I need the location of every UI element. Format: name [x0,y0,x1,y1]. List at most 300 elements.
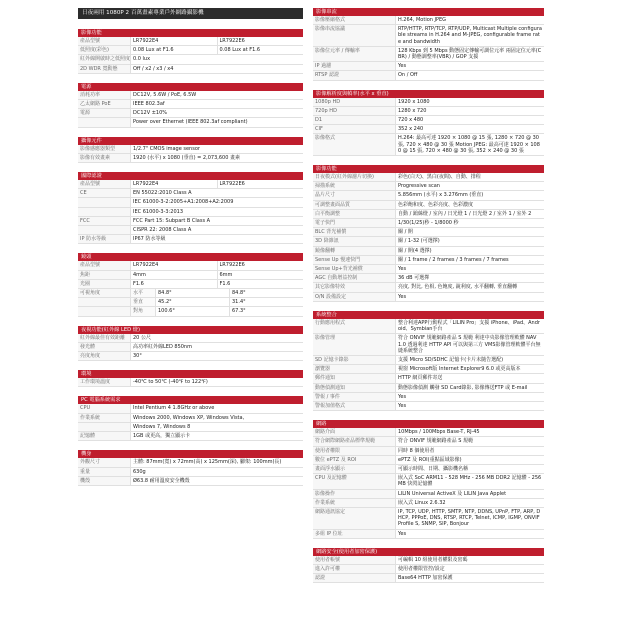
spec-label: 影像感應器類型 [78,145,130,153]
section-header: 機身 [78,450,303,458]
spec-label: BLC 背光補償 [313,228,395,236]
section-header: 影像功能 [78,29,303,37]
spec-row [313,565,544,574]
page-title: 日夜兩用 1080P 2 百萬畫素專業戶外網路攝影機 [78,8,303,19]
spec-section [78,396,303,441]
spec-label: 2D WDR 寬動態 [78,65,130,73]
spec-row [78,226,303,235]
spec-value: 1GB 或更高，獨立顯示卡 [130,432,303,440]
spec-row [313,16,544,25]
spec-row [313,428,544,437]
spec-value: 1/2.7" CMOS image sensor [130,145,303,153]
spec-values [130,280,303,288]
spec-label: 消耗功率 [78,91,130,99]
spec-values [395,247,544,255]
section-header: 夜視功能(紅外線 LED 燈) [78,326,303,334]
spec-row [78,289,303,298]
spec-row [313,574,544,583]
spec-values [395,201,544,209]
spec-value: 1280 x 720 [395,107,544,115]
spec-sublabel: 水平 [130,289,155,297]
spec-label: 認證 [313,574,395,582]
spec-label: 掃描系統 [313,182,395,190]
spec-label: 產品型號 [78,180,130,188]
spec-label: 影像壓縮格式 [313,16,395,24]
spec-label [78,208,130,216]
section-header: 影像解析度與幀率(水平 x 垂直) [313,90,544,98]
spec-values [130,235,303,243]
spec-values [395,16,544,24]
spec-values [130,378,303,386]
spec-value: LR7922E4 [130,180,217,188]
spec-row [78,180,303,189]
spec-label: 進入許可權 [313,565,395,573]
spec-label: IP 防水等級 [78,235,130,243]
spec-label: 鏡像翻轉 [313,247,395,255]
spec-row [78,307,303,316]
spec-label: Sense Up+背光補償 [313,265,395,273]
section-header: PC 電腦系統需求 [78,396,303,404]
spec-label [78,118,130,126]
spec-value: 84.8° [155,289,229,297]
spec-values [395,530,544,538]
spec-values [130,226,303,234]
spec-values [395,293,544,301]
spec-value: 30° [130,352,303,360]
spec-values [395,456,544,464]
spec-value: Off / x2 / x3 / x4 [130,65,303,73]
spec-value: Yes [395,62,544,70]
spec-row [78,423,303,432]
section-header: 國際認證 [78,172,303,180]
spec-row [78,235,303,244]
spec-row [313,256,544,265]
spec-label: 作業系統 [78,414,130,422]
spec-values [130,352,303,360]
spec-label: 低照度(彩色) [78,46,130,54]
spec-label: 日夜模式(紅外線濾片切換) [313,173,395,181]
spec-label: 可調整畫面品質 [313,201,395,209]
spec-label: 產品型號 [78,37,130,45]
spec-value: Ø63.8 耐用溫度安全機殼 [130,477,303,485]
spec-value: 352 x 240 [395,125,544,133]
spec-label: 動態偵測通知 [313,384,395,392]
spec-value: Progressive scan [395,182,544,190]
spec-value: F1.6 [217,280,304,288]
spec-row [313,530,544,539]
spec-value: CISPR 22: 2008 Class A [130,226,303,234]
spec-values [130,198,303,206]
spec-values [395,274,544,282]
spec-row [313,107,544,116]
spec-label: 電子快門 [313,219,395,227]
spec-values [130,91,303,99]
spec-row [78,208,303,217]
spec-value: 視窗 Microsoft版 Internet Explorer9 6.0 或更高版本 [395,365,544,373]
spec-row [78,468,303,477]
spec-value: 關 / 開 [395,228,544,236]
spec-row [78,298,303,307]
spec-values [130,208,303,216]
spec-value: 嵌入式 Linux 2.6.32 [395,499,544,507]
spec-row [313,474,544,489]
spec-values [130,458,303,466]
spec-value: LILIN Universal ActiveX 及 LILIN Java Applet [395,490,544,498]
spec-values [395,191,544,199]
spec-row [78,91,303,100]
spec-value: Windows 7, Windows 8 [130,423,303,431]
spec-row [78,378,303,387]
spec-values [395,237,544,245]
spec-value: Yes [395,393,544,401]
spec-value: IEC 61000-3-2:2005+A1:2008+A2:2009 [130,198,303,206]
right-column [313,8,544,592]
spec-row [313,456,544,465]
spec-row [78,432,303,441]
spec-row [78,458,303,467]
spec-value: 20 公尺 [130,334,303,342]
spec-value: 彩色(白天)、黑白(夜間)、自動、排程 [395,173,544,181]
spec-row [313,356,544,365]
spec-row [313,182,544,191]
spec-row [78,46,303,55]
spec-values [130,55,303,63]
spec-label: 電源 [78,109,130,117]
spec-row [313,402,544,411]
spec-label [78,298,130,306]
spec-values [395,365,544,373]
spec-row [313,116,544,125]
spec-values [130,477,303,485]
spec-label: 可視角度 [78,289,130,297]
spec-value: 自動 / 鎢絲燈 / 室內 / 日光燈 1 / 日光燈 2 / 室外 1 / 室外 2 [395,210,544,218]
spec-values [130,343,303,351]
spec-row [313,465,544,474]
spec-label [78,307,130,315]
spec-label: 產品型號 [78,261,130,269]
section-header: 電源 [78,83,303,91]
spec-value: RTP/HTTP, RTP/TCP, RTP/UDP, Multicast Multiple configurable streams in H.264 and M-JPEG, configurable frame rate and bandwidth [395,25,544,46]
spec-label: 重量 [78,468,130,476]
spec-label: AGC 自動增益控制 [313,274,395,282]
spec-value: Yes [395,293,544,301]
spec-value: Windows 2000, Windows XP, Windows Vista, [130,414,303,422]
spec-row [78,55,303,64]
spec-row [313,265,544,274]
spec-label: 數位 ePTZ 及 ROI [313,456,395,464]
spec-values [395,393,544,401]
spec-value: 0.0 lux [130,55,303,63]
spec-values [130,423,303,431]
spec-row [313,98,544,107]
spec-row [313,384,544,393]
spec-values [395,384,544,392]
spec-value: 支援 Micro SD/SDHC 記憶卡(卡片未隨告選配) [395,356,544,364]
spec-row [313,210,544,219]
spec-value: IEC 61000-3-3:2013 [130,208,303,216]
spec-value: Intel Pentium 4 1.8GHz or above [130,404,303,412]
spec-values [395,574,544,582]
spec-section [78,450,303,486]
spec-label: 影像操作 [313,490,395,498]
spec-values [130,100,303,108]
spec-value: 關 / 開(4 選擇) [395,247,544,255]
spec-section [313,165,544,302]
spec-row [78,343,303,352]
spec-values [130,189,303,197]
spec-values [395,98,544,106]
spec-values [130,432,303,440]
spec-values [395,62,544,70]
spec-label: 機殼 [78,477,130,485]
spec-value: LR7922E6 [217,37,304,45]
spec-label: 網路介面 [313,428,395,436]
spec-value: 高功率紅外線LED 850nm [130,343,303,351]
spec-section [78,326,303,362]
spec-row [78,280,303,289]
section-header: 網路安全(使用者加密保護) [313,548,544,556]
spec-label: 記憶體 [78,432,130,440]
spec-value: H.264: 最高可達 1920 × 1080 @ 15 張, 1280 × 720 @ 30 張, 720 × 480 @ 30 張 Motion JPEG: 最高可達 1920 × 1080 @ 15 張, 720 × 480 @ 30 張, 352 × 240 @ 30 張 [395,134,544,155]
spec-values [395,402,544,410]
spec-value: 1920 x 1080 [395,98,544,106]
spec-value: IP67 防水等級 [130,235,303,243]
spec-row [313,201,544,210]
spec-row [313,247,544,256]
spec-label: 焦距 [78,271,130,279]
spec-value: 可編輯 10 組使用者權限及密碼 [395,556,544,564]
spec-label: 工作環境溫度 [78,378,130,386]
spec-values [395,182,544,190]
spec-values [395,356,544,364]
spec-row [313,125,544,134]
spec-values [395,283,544,291]
section-header: 鏡頭 [78,253,303,261]
spec-label: 警報加值格式 [313,402,395,410]
spec-value: Yes [395,402,544,410]
spec-values [395,565,544,573]
spec-value: 色彩飽和度、色彩亮度、色彩濃度 [395,201,544,209]
spec-row [78,109,303,118]
spec-label: 影像格式 [313,134,395,155]
spec-row [78,477,303,486]
spec-value: 亮度, 對比, 色相, 色飽度, 銳利度, 水平翻轉, 垂直翻轉 [395,283,544,291]
spec-section [313,90,544,156]
spec-value: 符合 ONVIF 規範網路產品 S 規範 利達中央影像管理軟體 NAV 1.0 透過利達 HTTP API 可以與第三方 VMS影像管理軟體平台無縫系統整合 [395,334,544,355]
spec-label: Sense Up 慢速快門 [313,256,395,264]
spec-values [130,37,303,45]
spec-values [395,25,544,46]
spec-values [130,154,303,162]
spec-section [313,8,544,81]
spec-label [78,198,130,206]
spec-label: 光圈 [78,280,130,288]
spec-label: CE [78,189,130,197]
spec-label: 警報 / 事件 [313,393,395,401]
spec-label: 作業系統 [313,499,395,507]
spec-value: 67.3° [229,307,303,315]
spec-label: CPU [78,404,130,412]
spec-label [78,226,130,234]
spec-value: 5.856mm (水平) x 3.276mm (垂直) [395,191,544,199]
spec-label: 外觀尺寸 [78,458,130,466]
spec-values [130,271,303,279]
spec-row [313,393,544,402]
spec-label: RTSP 認證 [313,71,395,79]
spec-values [395,219,544,227]
spec-row [78,217,303,226]
spec-values [395,210,544,218]
spec-value: H.264, Motion JPEG [395,16,544,24]
spec-label: 紅外線最佳有效距離 [78,334,130,342]
spec-values [395,490,544,498]
spec-value: 36 dB 可選擇 [395,274,544,282]
spec-values [130,307,303,315]
spec-label: 720p HD [313,107,395,115]
spec-row [313,283,544,292]
spec-row [78,145,303,154]
spec-values [395,556,544,564]
spec-row [313,334,544,356]
spec-value: FCC Part 15: Subpart B Class A [130,217,303,225]
spec-value: 使用者權限管控/設定 [395,565,544,573]
spec-value: Yes [395,530,544,538]
spec-section [78,172,303,244]
spec-label: FCC [78,217,130,225]
spec-label: 其它影像特效 [313,283,395,291]
spec-row [313,447,544,456]
spec-value: 可顯示時間、日期、攝影機名稱 [395,465,544,473]
spec-row [313,556,544,565]
spec-value: 0.08 Lux at F1.6 [217,46,304,54]
spec-values [395,428,544,436]
spec-values [130,46,303,54]
spec-row [313,173,544,182]
spec-row [78,198,303,207]
spec-row [78,414,303,423]
spec-value: 4mm [130,271,217,279]
spec-value: 84.8° [229,289,303,297]
spec-row [313,134,544,156]
spec-value: LR7922E6 [217,180,304,188]
spec-section [313,311,544,411]
section-header: 攝像元件 [78,137,303,145]
spec-row [78,271,303,280]
spec-section [78,370,303,387]
spec-row [78,334,303,343]
spec-value: 0.08 Lux at F1.6 [130,46,217,54]
spec-row [78,37,303,46]
spec-value: Power over Ethernet (IEEE 802.3af compliant) [130,118,303,126]
spec-label: 使用者帳號 [313,556,395,564]
spec-section [78,137,303,163]
spec-value: 關 / 1-32 (可選擇) [395,237,544,245]
spec-value: 31.4° [229,298,303,306]
spec-values [130,217,303,225]
left-column [78,8,303,495]
spec-values [130,404,303,412]
spec-values [395,499,544,507]
spec-row [313,437,544,446]
spec-value: EN 55022:2010 Class A [130,189,303,197]
spec-values [395,508,544,529]
spec-value: ePTZ 及 ROI(重點區域影像) [395,456,544,464]
spec-value: 10Mbps / 100Mbps Base-T, RJ-45 [395,428,544,436]
spec-row [313,62,544,71]
spec-row [313,508,544,530]
spec-label: 畫面浮水顯示 [313,465,395,473]
spec-row [78,261,303,270]
spec-label: 影像位元率 / 傳輸率 [313,47,395,61]
spec-row [78,154,303,163]
section-header: 影像功能 [313,165,544,173]
spec-values [130,65,303,73]
spec-value: 720 x 480 [395,116,544,124]
spec-value: 主體: 87mm(寬) x 72mm(高) x 125mm(深), 腳架: 100mm(長) [130,458,303,466]
spec-row [78,189,303,198]
spec-values [395,265,544,273]
spec-row [313,228,544,237]
spec-value: IP, TCP, UDP, HTTP, SMTP, NTP, DDNS, UPnP, FTP, ARP, DHCP, PPPoE, DNS, RTSP, RTCP, Telnet, ICMP, IGMP, ONVIF Profile S, SNMP, SIP, Bonjour [395,508,544,529]
spec-value: LR7922E6 [217,261,304,269]
spec-label: 影像管理 [313,334,395,355]
spec-values [130,414,303,422]
spec-values [130,261,303,269]
spec-row [313,365,544,374]
spec-row [313,237,544,246]
spec-label: 3D 降雜訊 [313,237,395,245]
spec-label: 亮度角度 [78,352,130,360]
spec-values [395,173,544,181]
spec-row [313,490,544,499]
spec-label: O/N 設備設定 [313,293,395,301]
spec-row [313,71,544,80]
spec-values [395,374,544,382]
spec-value: LR7922E4 [130,37,217,45]
spec-value: Yes [395,265,544,273]
spec-label: SD 記憶卡錄影 [313,356,395,364]
spec-row [78,100,303,109]
spec-row [313,319,544,334]
spec-values [395,256,544,264]
spec-values [395,47,544,61]
spec-row [313,499,544,508]
spec-values [130,298,303,306]
spec-sublabel: 垂直 [130,298,155,306]
spec-label: CPU 及記憶體 [313,474,395,488]
section-header: 系統整合 [313,311,544,319]
spec-values [395,228,544,236]
spec-value: LR7922E4 [130,261,217,269]
spec-value: 關 / 1 frame / 2 frames / 3 frames / 7 frames [395,256,544,264]
spec-label: 使用者權限 [313,447,395,455]
spec-section [78,253,303,316]
spec-label: 白平衡調整 [313,210,395,218]
spec-value: HTTP 網頁郵件寄送 [395,374,544,382]
spec-values [130,468,303,476]
spec-row [78,118,303,127]
spec-label: 網路通訊協定 [313,508,395,529]
spec-values [395,116,544,124]
spec-label: 符合網際網路產品標準規範 [313,437,395,445]
spec-label: 發光體 [78,343,130,351]
spec-values [395,134,544,155]
spec-value: F1.6 [130,280,217,288]
spec-label: 1080p HD [313,98,395,106]
spec-label: D1 [313,116,395,124]
spec-value: DC12V ±10% [130,109,303,117]
spec-values [130,180,303,188]
